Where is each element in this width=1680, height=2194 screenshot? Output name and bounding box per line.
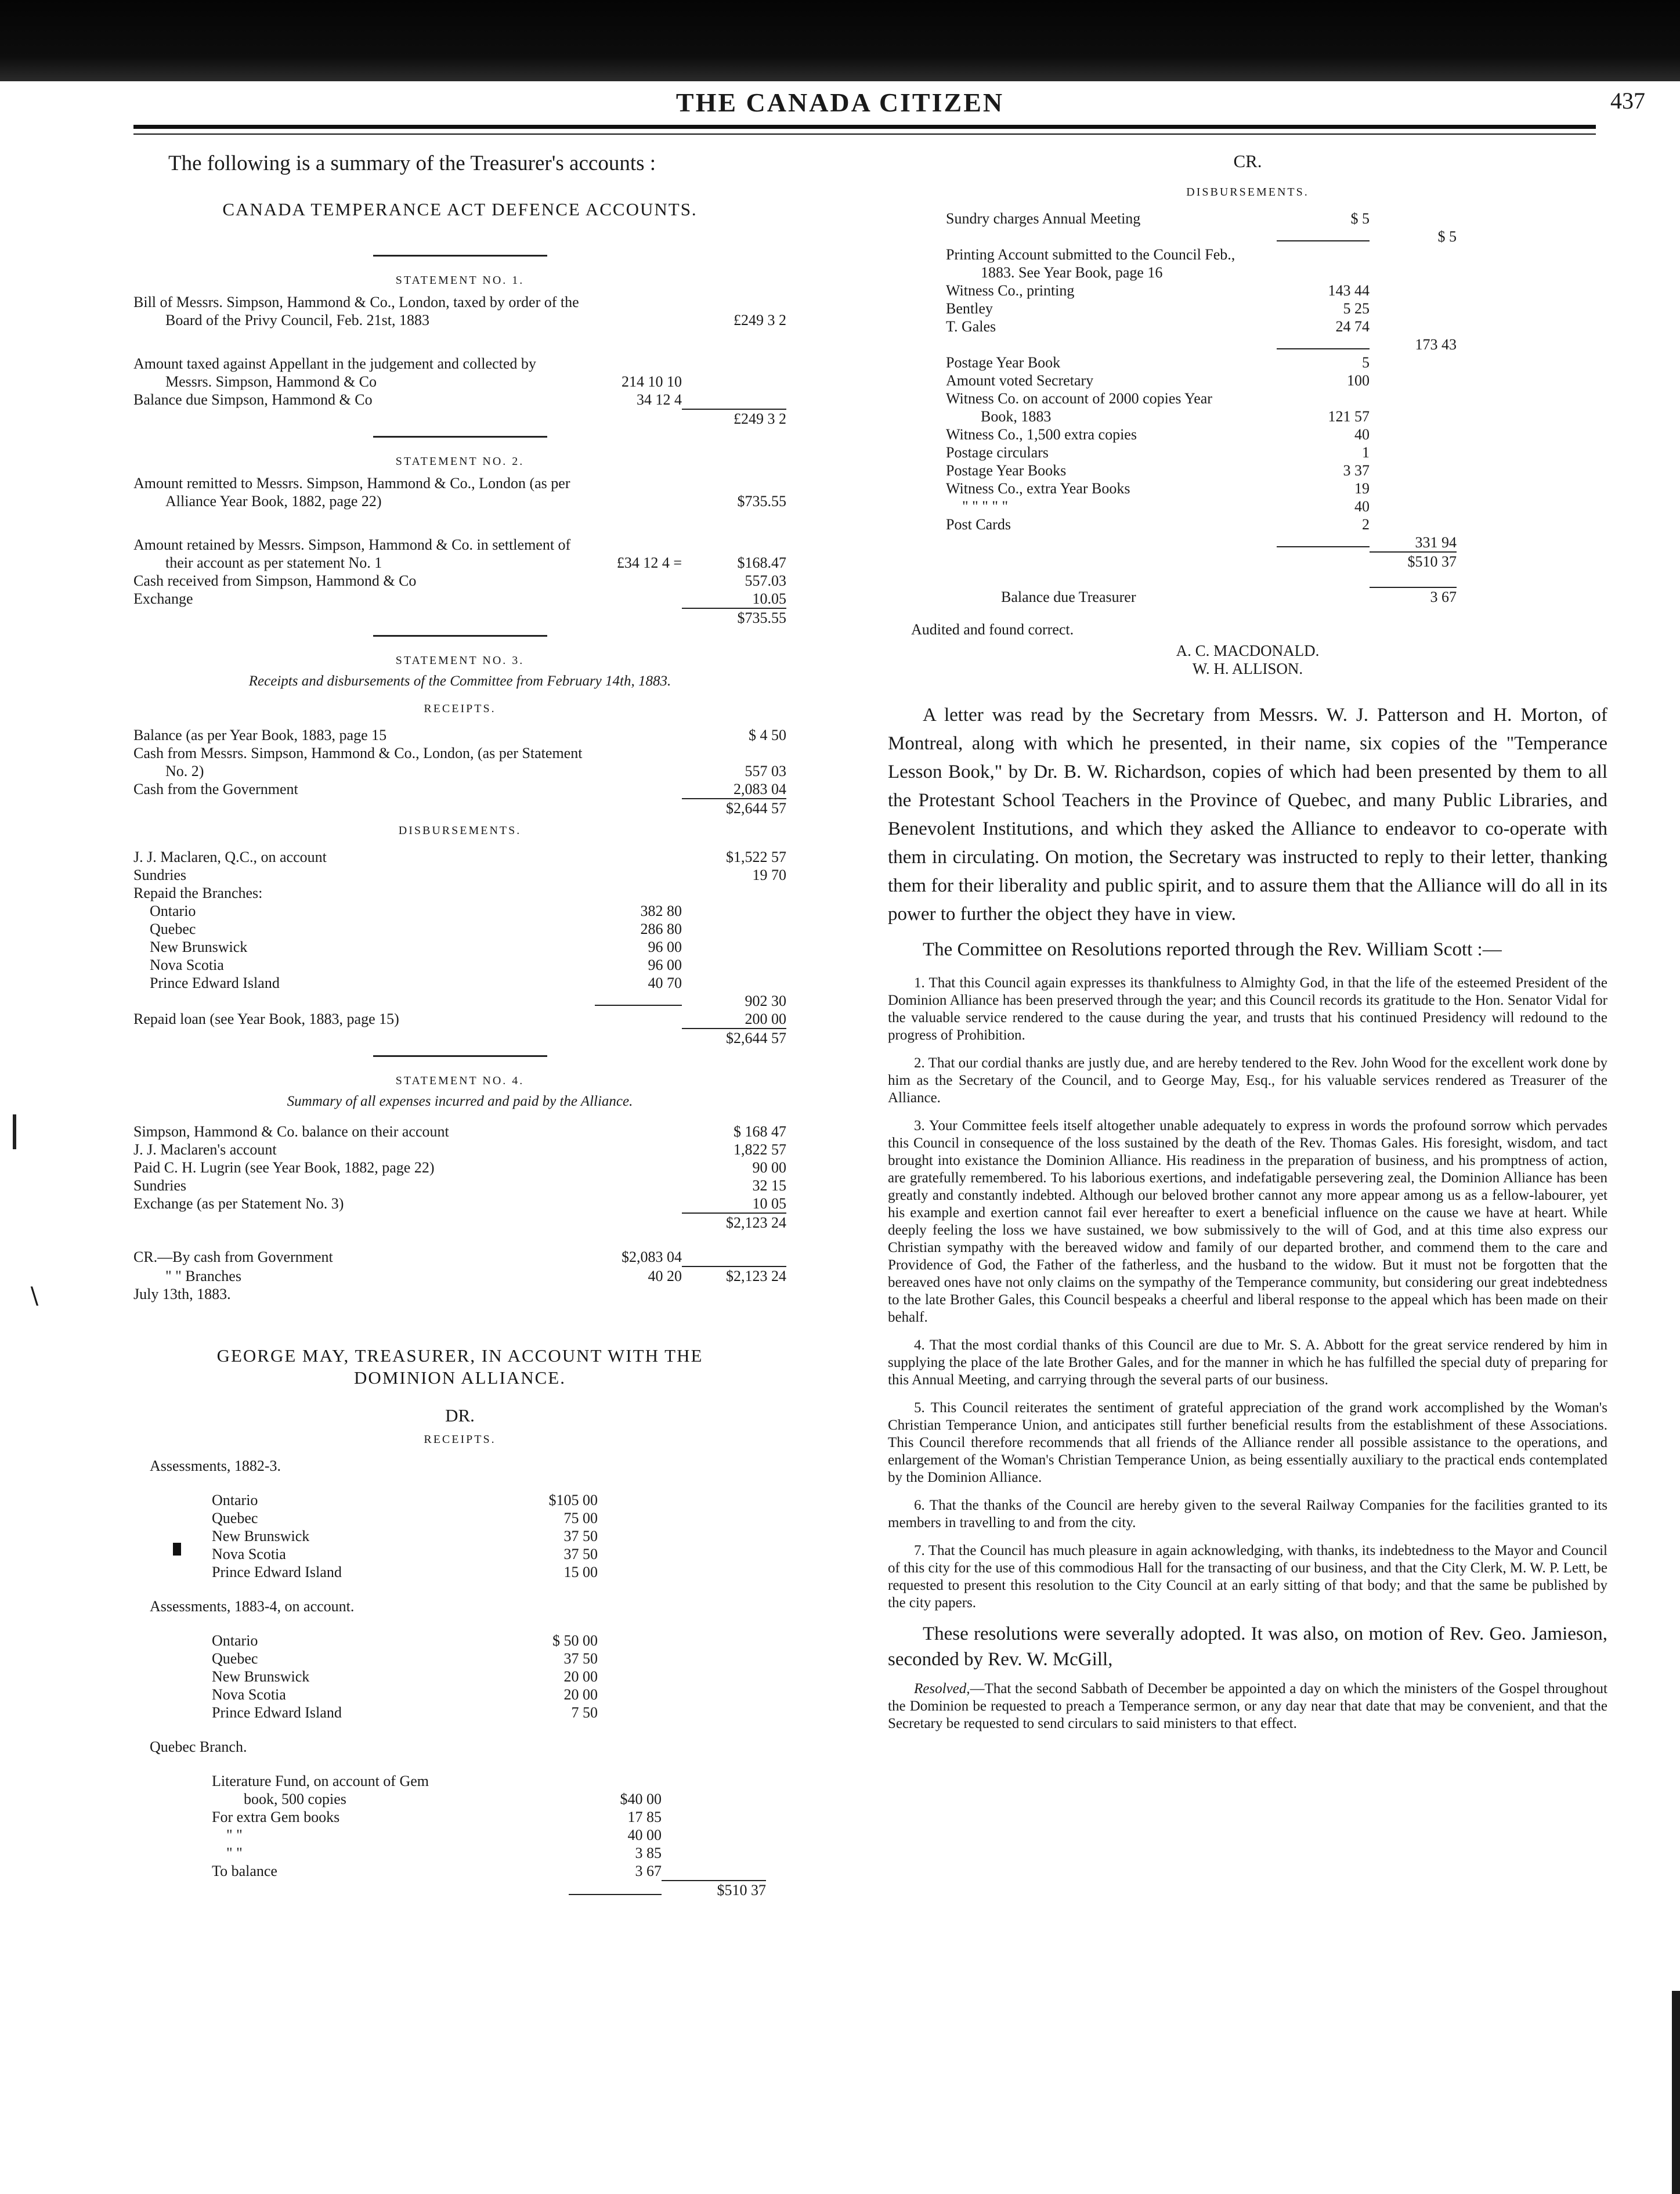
ledger-row — [133, 1159, 786, 1177]
ledger-row — [133, 355, 786, 373]
divider — [373, 255, 547, 257]
assessment-amount: 7 50 — [571, 1704, 598, 1721]
branch-amount: 96 00 — [648, 957, 682, 973]
ledger-row — [133, 1772, 766, 1790]
ledger-row — [946, 335, 1457, 353]
ledger-row — [946, 246, 1457, 264]
ledger-amount: 1,822 57 — [734, 1141, 786, 1158]
branch-name: Quebec — [150, 921, 196, 937]
branch-row — [133, 902, 786, 920]
ledger-amount: 40 — [1354, 498, 1370, 515]
ledger-row — [133, 848, 786, 866]
resolution-item: 5. This Council reiterates the sentiment of grateful appreciation of the grand work accomplished by the Woman's Christian Temperance Union, and anticipates still further beneficial results from the establishment of these Associations. This Council therefore recommends that all friends of the Alliance render all possible assistance to the operations, and enlargement of the Woman's Christian Temperance Union, as being essentially auxiliary to the practical ends contemplated by the Dominion Alliance. — [888, 1400, 1607, 1485]
ledger-row — [133, 373, 786, 391]
ledger-row — [133, 590, 786, 608]
treasurer-heading: GEORGE MAY, TREASURER, IN ACCOUNT WITH THE — [216, 1345, 703, 1366]
ledger-amount: 40 — [1354, 426, 1370, 443]
ledger-amount: 2,083 04 — [734, 781, 786, 798]
ledger-row — [133, 391, 786, 409]
ledger-row — [133, 1177, 786, 1195]
branch-amount: 286 80 — [640, 921, 682, 937]
ledger-row — [133, 293, 786, 311]
ledger-row — [946, 425, 1457, 443]
audited-note: Audited and found correct. — [911, 621, 1074, 638]
branch-list — [133, 902, 786, 992]
ledger-row — [133, 1123, 786, 1141]
ledger-amount: $1,522 57 — [726, 849, 786, 865]
ledger-amount: 3 67 — [1370, 587, 1457, 606]
divider — [373, 635, 547, 637]
ledger-row — [133, 311, 786, 329]
resolution-item: 1. That this Council again expresses its thankfulness to Almighty God, in that the life of the esteemed President of the Dominion Alliance has been preserved through the year; and this Council records its gratitude to the Hon. Senator Vidal for the valuable service rendered to the cause during the year, and trusts that his continued Presidency will redound to the progress of Prohibition. — [888, 975, 1607, 1043]
resolution-item: 7. That the Council has much pleasure in again acknowledging, with thanks, its indebtedness to the Mayor and Council of this city for the use of this commodious Hall for the transacting of our business, and that the City Clerk, M. W. P. Lett, be requested to present this resolution to the City Council at an early sitting of that body; and that the same be published by the city papers. — [888, 1543, 1607, 1611]
ledger-total: $2,123 24 — [682, 1266, 786, 1285]
header-rule-thin — [133, 133, 1596, 135]
ledger-amount: 19 70 — [752, 867, 786, 883]
section-heading: CANADA TEMPERANCE ACT DEFENCE ACCOUNTS. — [222, 199, 698, 219]
ledger-row — [133, 1844, 766, 1862]
ledger-desc: " " — [226, 1845, 243, 1861]
ledger-desc: Witness Co. on account of 2000 copies Year — [946, 390, 1212, 407]
assessment-row — [133, 1704, 598, 1722]
ledger-row — [133, 744, 786, 762]
resolutions-list — [888, 975, 1607, 1612]
ledger-desc: Witness Co., printing — [946, 282, 1075, 299]
assessment-amount: $ 50 00 — [552, 1632, 598, 1649]
ledger-row — [946, 264, 1457, 282]
ledger-desc: Postage Year Book — [946, 354, 1061, 371]
ledger-amount: 32 15 — [752, 1177, 786, 1194]
ledger-row — [133, 554, 786, 572]
branch-row — [133, 974, 786, 992]
ledger-row — [946, 461, 1457, 479]
ledger-amount: 5 25 — [1343, 300, 1370, 317]
resolved-paragraph — [888, 1680, 1607, 1733]
ledger-total: $735.55 — [682, 608, 786, 627]
ledger-amount: 143 44 — [1328, 282, 1370, 299]
ledger-row — [133, 474, 786, 492]
branch-row — [133, 920, 786, 938]
ledger-row — [133, 409, 786, 428]
ledger-total: $ 5 — [1437, 228, 1457, 245]
ledger-row — [946, 479, 1457, 497]
ledger-amount: $40 00 — [620, 1791, 662, 1807]
ledger-total: £249 3 2 — [682, 409, 786, 428]
ledger-total: $2,123 24 — [682, 1213, 786, 1232]
ledger-amount: £34 12 4 = — [616, 554, 682, 571]
disbursements-heading: DISBURSEMENTS. — [398, 824, 522, 837]
branch-name: Nova Scotia — [150, 957, 224, 973]
disbursements-heading: DISBURSEMENTS. — [1186, 186, 1309, 199]
body-paragraph: These resolutions were severally adopted. It was also, on motion of Rev. Geo. Jamieson, seconded by Rev. W. McGill, — [888, 1623, 1607, 1670]
assessment-row — [133, 1650, 598, 1668]
ledger-row — [133, 1010, 786, 1028]
ledger-row — [133, 1597, 786, 1615]
ledger-desc: No. 2) — [165, 763, 204, 780]
ledger-desc: " " " " " — [962, 498, 1009, 515]
ledger-amount: 902 30 — [745, 993, 786, 1009]
ledger-desc: Balance (as per Year Book, 1883, page 15 — [133, 727, 387, 744]
branch-amount: 382 80 — [640, 903, 682, 919]
receipts-heading: RECEIPTS. — [424, 1433, 496, 1446]
treasurer-heading-line2: DOMINION ALLIANCE. — [354, 1367, 566, 1388]
assessment-name: New Brunswick — [212, 1668, 310, 1685]
assessment-row — [133, 1563, 598, 1581]
ledger-desc: Assessments, 1882-3. — [150, 1457, 281, 1474]
ledger-amount: $2,083 04 — [622, 1248, 682, 1265]
assessment-name: Prince Edward Island — [212, 1704, 342, 1721]
ledger-desc: Bentley — [946, 300, 993, 317]
ledger-row — [133, 992, 786, 1010]
auditor-signature: A. C. MACDONALD. — [1176, 642, 1320, 659]
ledger-desc: Bill of Messrs. Simpson, Hammond & Co., London, taxed by order of the — [133, 294, 579, 311]
ledger-amount: 17 85 — [627, 1809, 662, 1825]
ledger-row — [133, 1141, 786, 1159]
ledger-row — [946, 515, 1457, 533]
ledger-desc: Balance due Simpson, Hammond & Co — [133, 391, 373, 408]
ledger-desc: To balance — [212, 1863, 277, 1879]
statement-title: STATEMENT NO. 1. — [395, 274, 525, 287]
ledger-row — [133, 1266, 786, 1285]
resolution-item: 4. That the most cordial thanks of this Council are due to Mr. S. A. Abbott for the great service rendered by him in supplying the place of the late Brother Gales, and for the manner in which he has fulfilled the special duty of preparing for this Annual Meeting, and carrying through the several parts of our business. — [888, 1337, 1607, 1388]
ledger-row — [133, 762, 786, 780]
statement-subtitle: Receipts and disbursements of the Committee from February 14th, 1883. — [248, 673, 671, 689]
ledger-desc: T. Gales — [946, 318, 996, 335]
ledger-total: 173 43 — [1415, 336, 1457, 353]
cr-ledger — [946, 210, 1457, 606]
statement-title: STATEMENT NO. 2. — [395, 455, 525, 468]
assessment-name: Quebec — [212, 1650, 258, 1667]
dr-heading: DR. — [445, 1405, 475, 1426]
ledger-row — [133, 884, 786, 902]
ledger-row — [133, 1248, 786, 1266]
ledger-desc: Postage circulars — [946, 444, 1049, 461]
assessment-name: New Brunswick — [212, 1528, 310, 1545]
ledger-row — [133, 608, 786, 627]
ledger-row — [946, 210, 1457, 228]
ledger-amount: 19 — [1354, 480, 1370, 497]
assessment-row — [133, 1527, 598, 1545]
receipts-heading: RECEIPTS. — [424, 702, 496, 715]
ledger-amount: $735.55 — [737, 493, 786, 510]
resolution-item: 6. That the thanks of the Council are hereby given to the several Railway Companies for the facilities granted to its members in travelling to and from the city. — [888, 1497, 1607, 1531]
ledger-row — [133, 1826, 766, 1844]
ledger-amount: 2 — [1362, 516, 1370, 533]
ledger-desc: J. J. Maclaren, Q.C., on account — [133, 849, 327, 865]
assessment-row — [133, 1668, 598, 1686]
ledger-amount: $168.47 — [737, 554, 786, 571]
ledger-desc: Amount remitted to Messrs. Simpson, Hammond & Co., London (as per — [133, 475, 570, 492]
ledger-amount: $ 168 47 — [734, 1123, 786, 1140]
branch-name: Prince Edward Island — [150, 975, 280, 991]
assessment-name: Nova Scotia — [212, 1546, 286, 1562]
branch-row — [133, 956, 786, 974]
ledger-amount: 5 — [1362, 354, 1370, 371]
ledger-desc: Cash from Messrs. Simpson, Hammond & Co., London, (as per Statement — [133, 745, 583, 762]
ledger-amount: 557 03 — [745, 763, 786, 780]
ledger-desc: Printing Account submitted to the Council Feb., — [946, 246, 1235, 263]
scan-edge-mark — [1672, 1991, 1680, 2194]
ledger-row — [946, 533, 1457, 551]
assessment-name: Nova Scotia — [212, 1686, 286, 1703]
page-number: 437 — [1610, 88, 1645, 114]
accounts-intro: The following is a summary of the Treasurer's accounts : — [168, 151, 656, 175]
ledger-total: $510 37 — [662, 1880, 766, 1899]
scan-edge-mark — [13, 1114, 16, 1149]
branch-amount: 40 70 — [648, 975, 682, 991]
ledger-amount: 40 00 — [627, 1827, 662, 1843]
ledger-row — [133, 1195, 786, 1213]
ledger-amount: 90 00 — [752, 1159, 786, 1176]
ledger-amount: 557.03 — [745, 572, 786, 589]
ledger-desc: Postage Year Books — [946, 462, 1067, 479]
branch-row — [133, 938, 786, 956]
statement-subtitle: Summary of all expenses incurred and paid by the Alliance. — [287, 1094, 633, 1109]
ledger-desc: Quebec Branch. — [150, 1738, 247, 1755]
divider — [373, 436, 547, 438]
ledger-amount: 214 10 10 — [622, 373, 682, 390]
ledger-amount: 100 — [1347, 372, 1370, 389]
assessment-name: Ontario — [212, 1632, 258, 1649]
assessment-name: Prince Edward Island — [212, 1564, 342, 1580]
ledger-row — [133, 1285, 786, 1303]
ledger-amount: 3 67 — [635, 1863, 662, 1879]
resolved-label: Resolved, — [914, 1681, 970, 1697]
ledger-desc: Book, 1883 — [981, 408, 1052, 425]
ledger-desc: Repaid loan (see Year Book, 1883, page 15) — [133, 1011, 399, 1027]
ledger-row — [133, 536, 786, 554]
ledger-desc: " " — [226, 1827, 243, 1843]
ledger-desc: Witness Co., extra Year Books — [946, 480, 1130, 497]
ledger-row — [946, 282, 1457, 299]
ledger-total: $2,644 57 — [682, 1028, 786, 1047]
assessment-amount: 75 00 — [563, 1510, 598, 1527]
ledger-row — [133, 726, 786, 744]
ledger-desc: Cash received from Simpson, Hammond & Co — [133, 572, 417, 589]
ledger-desc: Sundries — [133, 867, 186, 883]
ledger-desc: Paid C. H. Lugrin (see Year Book, 1882, page 22) — [133, 1159, 435, 1176]
assessment-name: Quebec — [212, 1510, 258, 1527]
ledger-desc: Alliance Year Book, 1882, page 22) — [165, 493, 382, 510]
ledger-desc: 1883. See Year Book, page 16 — [981, 264, 1163, 281]
ledger-row — [133, 866, 786, 884]
assessment-amount: 37 50 — [563, 1528, 598, 1545]
assessment-row — [133, 1509, 598, 1527]
ledger-row — [946, 587, 1457, 606]
ledger-row — [946, 551, 1457, 571]
ledger-amount: 24 74 — [1335, 318, 1370, 335]
ledger-desc: Post Cards — [946, 516, 1011, 533]
ledger-desc: Balance due Treasurer — [1001, 589, 1136, 605]
assessment-row — [133, 1632, 598, 1650]
assessment-amount: 15 00 — [563, 1564, 598, 1580]
ledger-row — [133, 780, 786, 798]
branch-name: New Brunswick — [150, 939, 248, 955]
assessment-name: Ontario — [212, 1492, 258, 1509]
ledger-amount: $ 5 — [1350, 210, 1370, 227]
assessment-row — [133, 1686, 598, 1704]
ledger-desc: Amount retained by Messrs. Simpson, Hammond & Co. in settlement of — [133, 536, 571, 553]
ledger-row — [133, 1028, 786, 1047]
ledger-desc: Sundry charges Annual Meeting — [946, 210, 1141, 227]
statement-title: STATEMENT NO. 3. — [395, 654, 525, 667]
branch-amount: 96 00 — [648, 939, 682, 955]
ledger-desc: Sundries — [133, 1177, 186, 1194]
ledger-amount: £249 3 2 — [734, 312, 786, 329]
scan-top-band — [0, 0, 1680, 81]
ledger-desc: Exchange (as per Statement No. 3) — [133, 1195, 344, 1212]
ledger-desc: Repaid the Branches: — [133, 885, 263, 901]
cr-heading: CR. — [1233, 151, 1262, 171]
ledger-amount: 10.05 — [752, 590, 786, 607]
ledger-row — [133, 1880, 766, 1899]
running-head: THE CANADA CITIZEN — [675, 88, 1005, 117]
left-column — [133, 151, 786, 1899]
ledger-amount: 40 20 — [648, 1268, 682, 1284]
statement-title: STATEMENT NO. 4. — [395, 1074, 525, 1087]
body-paragraph: The Committee on Resolutions reported through the Rev. William Scott :— — [923, 939, 1502, 960]
ledger-desc: For extra Gem books — [212, 1809, 340, 1825]
assessment-amount: 37 50 — [563, 1546, 598, 1562]
assessment-amount: 37 50 — [563, 1650, 598, 1667]
assessment-amount: $105 00 — [548, 1492, 598, 1509]
ledger-row — [946, 497, 1457, 515]
ledger-row — [133, 492, 786, 510]
branch-name: Ontario — [150, 903, 196, 919]
ledger-row — [133, 1738, 786, 1756]
ledger-desc: Cash from the Government — [133, 781, 298, 798]
ledger-amount: $ 4 50 — [749, 727, 786, 744]
ledger-amount: 1 — [1362, 444, 1370, 461]
ledger-amount: 3 85 — [635, 1845, 662, 1861]
resolved-text: —That the second Sabbath of December be appointed a day on which the ministers of the Gospel throughout the Dominion be requested to preach a Temperance sermon, or any day near that date that may be convenient, and that the Secretary be requested to send circulars to said ministers to that effect. — [888, 1681, 1607, 1731]
ledger-row — [133, 1808, 766, 1826]
ledger-amount: 200 00 — [745, 1011, 786, 1027]
ledger-desc: J. J. Maclaren's account — [133, 1141, 277, 1158]
ledger-row — [133, 798, 786, 817]
ledger-desc: Messrs. Simpson, Hammond & Co — [165, 373, 377, 390]
ledger-row — [133, 1862, 766, 1880]
ledger-row — [946, 407, 1457, 425]
assessment-row — [133, 1545, 598, 1563]
ledger-desc: Amount voted Secretary — [946, 372, 1094, 389]
ledger-total: $510 37 — [1370, 551, 1457, 571]
ledger-amount: 3 37 — [1343, 462, 1370, 479]
scan-mark: ∖ — [26, 1283, 41, 1309]
ledger-row — [946, 228, 1457, 246]
ledger-amount: 34 12 4 — [637, 391, 682, 408]
ledger-desc: CR.—By cash from Government — [133, 1248, 333, 1265]
ledger-desc: Simpson, Hammond & Co. balance on their account — [133, 1123, 449, 1140]
ledger-desc: Amount taxed against Appellant in the judgement and collected by — [133, 355, 536, 372]
ledger-desc: Literature Fund, on account of Gem — [212, 1773, 429, 1789]
ledger-desc: Witness Co., 1,500 extra copies — [946, 426, 1137, 443]
header-rule — [133, 125, 1596, 129]
divider — [373, 1055, 547, 1057]
ledger-row — [946, 443, 1457, 461]
body-paragraph: A letter was read by the Secretary from Messrs. W. J. Patterson and H. Morton, of Montreal, along with which he presented, in their name, six copies of the "Temperance Lesson Book," by Dr. B. W. Richardson, copies of which had been presented by them to all the Protestant School Teachers in the Province of Quebec, and many Public Libraries, and Benevolent Institutions, and which they asked the Alliance to endeavor to co-operate with them in circulating. On motion, the Secretary was instructed to reply to their letter, thanking them for their liberality and public spirit, and to assure them that the Alliance will do all in its power to further the object they have in view. — [888, 705, 1607, 925]
assessment-amount: 20 00 — [563, 1668, 598, 1685]
ledger-amount: 121 57 — [1328, 408, 1370, 425]
ledger-row — [133, 1213, 786, 1232]
ledger-desc: Exchange — [133, 590, 193, 607]
resolution-item: 3. Your Committee feels itself altogether unable adequately to express in words the profound sorrow which pervades this Council in consequence of the loss sustained by the death of the Rev. Thomas Gales. His foresight, wisdom, and tact brought into existance the Dominion Alliance. His readiness in the preparation of business, and his promptness of action, are gratefully remembered. To his laborious exertions, and indefatigable persevering zeal, the Dominion Alliance has been greatly and constantly indebted. Although our beloved brother cannot any more appear among us as a fellow-labourer, yet his example and exertion cannot fail ever hereafter to exert a beneficial influence on the cause we have at heart. While deeply feeling the loss we have sustained, we bow submissively to the will of God, and at this time also express our Christian sympathy with the bereaved widow and family of our departed brother, and commend them to the care and Providence of God, the Father of the fatherless, and the husband to the widow. But it must not be forgotten that the bereaved ones have not only claims on the sympathy of the Temperance community, but considering our great indebtedness to the late Brother Gales, this Council bespeaks a cheerful and liberal response to the appeal which has been made on their behalf. — [888, 1118, 1607, 1325]
ledger-row — [946, 299, 1457, 317]
resolution-item: 2. That our cordial thanks are justly due, and are hereby tendered to the Rev. John Wood for the excellent work done by him as the Secretary of the Council, and to George May, Esq., for his valuable services rendered as Treasurer of the Alliance. — [888, 1055, 1607, 1106]
assessment-amount: 20 00 — [563, 1686, 598, 1703]
ledger-desc: " " Branches — [165, 1268, 241, 1284]
right-column — [888, 151, 1607, 1733]
ledger-desc: Assessments, 1883-4, on account. — [150, 1598, 355, 1615]
ledger-row — [946, 371, 1457, 389]
statement-date: July 13th, 1883. — [133, 1286, 231, 1302]
ledger-total: 331 94 — [1415, 534, 1457, 551]
ledger-desc: Board of the Privy Council, Feb. 21st, 1883 — [165, 312, 429, 329]
ledger-total: $2,644 57 — [682, 798, 786, 817]
ledger-row — [133, 572, 786, 590]
ledger-amount: 10 05 — [752, 1195, 786, 1212]
ledger-row — [946, 317, 1457, 335]
ledger-row — [133, 1457, 786, 1475]
ledger-row — [946, 389, 1457, 407]
ledger-row — [946, 353, 1457, 371]
auditor-signature: W. H. ALLISON. — [1192, 660, 1303, 677]
ledger-desc: book, 500 copies — [244, 1791, 346, 1807]
assessment-row — [133, 1491, 598, 1509]
ledger-row — [133, 1790, 766, 1808]
ledger-desc: their account as per statement No. 1 — [165, 554, 382, 571]
